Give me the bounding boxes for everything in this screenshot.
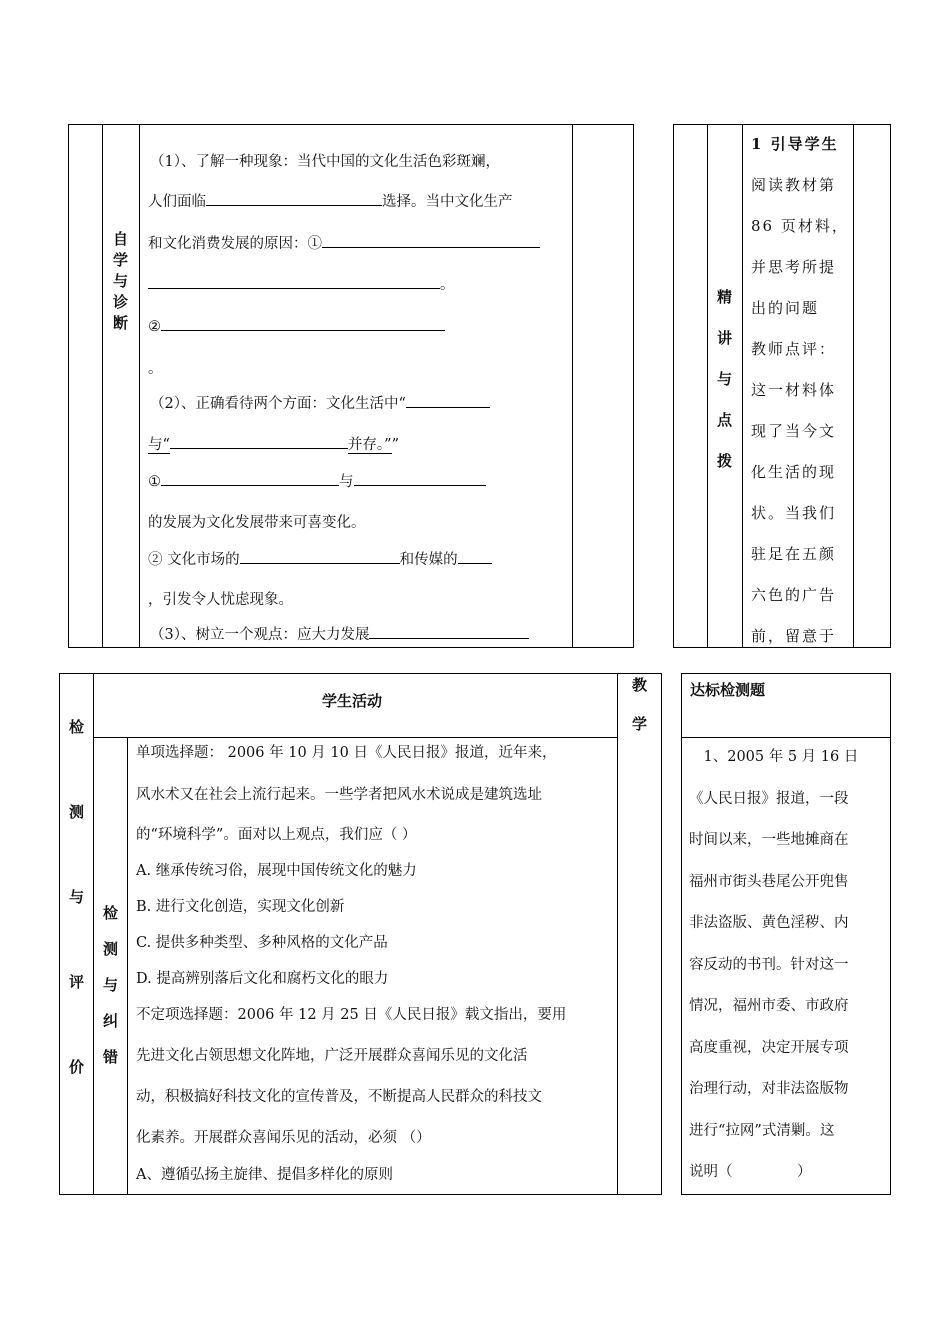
divider	[93, 673, 94, 1195]
divider	[93, 737, 617, 738]
blank-field[interactable]	[148, 274, 440, 289]
section-label-self-study: 自 学 与 诊 断	[112, 230, 128, 332]
option-a[interactable]: A、遵循弘扬主旋律、提倡多样化的原则	[136, 1167, 393, 1183]
q2-line5: ② 文化市场的 和传媒的	[148, 548, 492, 569]
divider	[617, 673, 618, 1195]
header-standard-test: 达标检测题	[690, 681, 766, 699]
blank-field[interactable]	[458, 549, 492, 564]
q2-line3: ① 与	[148, 470, 486, 491]
test-line: 容反动的书刊。针对这一	[689, 956, 849, 973]
option-d[interactable]: D. 提高辨别落后文化和腐朽文化的眼力	[136, 971, 389, 987]
exercise-line: 先进文化占领思想文化阵地，广泛开展群众喜闻乐见的文化活	[136, 1048, 528, 1064]
divider	[127, 737, 128, 1195]
test-line: 《人民日报》报道，一段	[689, 790, 849, 807]
q2-line2: 与“ 并存。””	[148, 433, 399, 454]
standard-test-text	[689, 737, 858, 1194]
blank-field[interactable]	[161, 316, 445, 331]
divider	[572, 124, 573, 648]
q2-line6: ，引发令人忧虑现象。	[148, 592, 293, 608]
exercise-line: 不定项选择题：2006 年 12 月 25 日《人民日报》载文指出，要用	[136, 1007, 567, 1023]
q1-line1: （1）、了解一种现象：当代中国的文化生活色彩斑斓，	[150, 154, 500, 170]
test-line: 高度重视，决定开展专项	[689, 1039, 849, 1056]
blank-field[interactable]	[354, 471, 486, 486]
blank-field[interactable]	[406, 393, 490, 408]
blank-field[interactable]	[369, 624, 529, 639]
option-b[interactable]: B. 进行文化创造，实现文化创新	[136, 899, 345, 915]
test-line: 福州市街头巷尾公开兜售	[689, 873, 849, 890]
divider	[742, 124, 743, 648]
test-line: 进行“拉网”式清剿。这	[689, 1122, 835, 1139]
blank-field[interactable]	[322, 233, 540, 248]
q2-line1: （2）、正确看待两个方面：文化生活中“	[150, 392, 490, 413]
test-line: 治理行动，对非法盗版物	[689, 1081, 849, 1097]
exercise-line: 风水术又在社会上流行起来。一些学者把风水术说成是建筑选址	[136, 787, 542, 803]
blank-field[interactable]	[161, 471, 339, 486]
test-line: 1、2005 年 5 月 16 日	[689, 749, 859, 765]
section-label-explain: 精 讲 与 点 拨	[716, 288, 732, 470]
q1-line6: 。	[148, 361, 163, 377]
exercise-line: 的“环境科学”。面对以上观点，我们应（ ）	[136, 827, 417, 843]
option-a[interactable]: A. 继承传统习俗，展现中国传统文化的魅力	[136, 863, 417, 879]
q2-line4: 的发展为文化发展带来可喜变化。	[148, 515, 366, 531]
header-student-activity: 学生活动	[322, 692, 383, 710]
exercise-line: 单项选择题： 2006 年 10 月 10 日《人民日报》报道，近年来，	[136, 745, 557, 761]
test-line: 说明（ ）	[689, 1164, 812, 1180]
divider	[853, 124, 854, 648]
q1-line2: 人们面临 选择。当中文化生产	[148, 190, 513, 211]
teacher-guidance-text: 1 引导学生 阅读教材第 86 页材料， 并思考所提 出的问题 教师点评： 这一材料体 现了当今文 化生活的现 状。当我们 驻足在五颜 六色的广告 前，留意于	[751, 135, 849, 645]
q3-line1: （3）、树立一个观点：应大力发展	[150, 623, 529, 644]
blank-field[interactable]	[240, 549, 400, 564]
divider	[707, 124, 708, 648]
test-line: 非法盗版、黄色淫秽、内	[689, 915, 849, 931]
exercise-line: 化素养。开展群众喜闻乐见的活动，必须 （）	[136, 1130, 431, 1146]
header-teaching: 教 学	[631, 676, 647, 733]
blank-field[interactable]	[206, 191, 382, 206]
option-c[interactable]: C. 提供多种类型、多种风格的文化产品	[136, 935, 388, 951]
section-label-test-eval: 检 测 与 评 价	[68, 718, 84, 1076]
section-label-test-correct: 检 测 与 纠 错	[102, 904, 118, 1066]
divider	[102, 124, 103, 648]
test-line: 时间以来，一些地摊商在	[689, 832, 849, 848]
exercise-line: 动，积极搞好科技文化的宣传普及，不断提高人民群众的科技文	[136, 1089, 542, 1105]
divider	[139, 124, 140, 648]
q1-line5: ②	[148, 316, 445, 335]
q1-line4: 。	[148, 273, 455, 294]
blank-field[interactable]	[170, 434, 348, 449]
test-line: 情况，福州市委、市政府	[689, 998, 849, 1014]
q1-line3: 和文化消费发展的原因：①	[148, 232, 540, 253]
